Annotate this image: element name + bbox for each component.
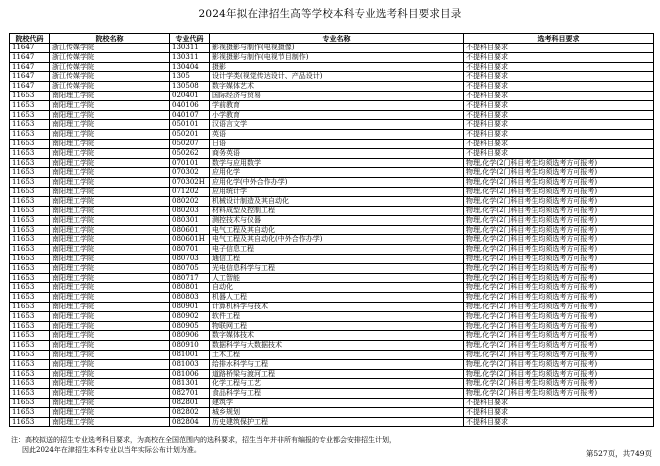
major-code-cell: 130508: [170, 81, 210, 91]
major-name-cell: 物联网工程: [210, 321, 464, 331]
subject-requirement-cell: 物理,化学(2门科目考生均须选考方可报考): [464, 331, 654, 341]
subject-requirement-cell: 物理,化学(2门科目考生均须选考方可报考): [464, 254, 654, 264]
major-code-cell: 080301: [170, 216, 210, 226]
table-row: [10, 91, 654, 101]
major-code-cell: 080703: [170, 254, 210, 264]
major-code-cell: 080705: [170, 264, 210, 274]
college-code-cell: 11653: [10, 216, 50, 226]
major-name-cell: 数字媒体艺术: [210, 81, 464, 91]
major-code-cell: 082802: [170, 408, 210, 418]
major-code-cell: 082701: [170, 388, 210, 398]
college-name-cell: 南阳理工学院: [50, 254, 170, 264]
major-name-cell: 汉语言文学: [210, 120, 464, 130]
subject-requirement-cell: 不提科目要求: [464, 101, 654, 111]
college-code-cell: 11653: [10, 350, 50, 360]
major-name-cell: 软件工程: [210, 312, 464, 322]
subject-requirement-cell: 不提科目要求: [464, 149, 654, 159]
college-code-cell: 11653: [10, 225, 50, 235]
major-code-cell: 080601H: [170, 235, 210, 245]
college-code-cell: 11653: [10, 388, 50, 398]
major-code-cell: 080717: [170, 273, 210, 283]
college-name-cell: 南阳理工学院: [50, 245, 170, 255]
major-code-header: 专业代码: [170, 34, 210, 44]
college-code-cell: 11653: [10, 360, 50, 370]
major-code-cell: 081301: [170, 379, 210, 389]
subject-requirement-cell: 不提科目要求: [464, 417, 654, 427]
major-name-cell: 国际经济与贸易: [210, 91, 464, 101]
major-name-cell: 自动化: [210, 283, 464, 293]
major-code-cell: 080203: [170, 206, 210, 216]
major-name-cell: 电气工程及其自动化: [210, 225, 464, 235]
college-code-cell: 11653: [10, 129, 50, 139]
college-name-header: 院校名称: [50, 34, 170, 44]
table-row: [10, 206, 654, 216]
subject-requirement-cell: 物理,化学(2门科目考生均须选考方可报考): [464, 206, 654, 216]
college-name-cell: 南阳理工学院: [50, 264, 170, 274]
college-code-cell: 11653: [10, 139, 50, 149]
college-name-cell: 南阳理工学院: [50, 398, 170, 408]
major-code-cell: 081001: [170, 350, 210, 360]
subject-requirement-cell: 物理,化学(2门科目考生均须选考方可报考): [464, 293, 654, 303]
college-code-cell: 11647: [10, 43, 50, 53]
college-name-cell: 南阳理工学院: [50, 293, 170, 303]
major-name-cell: 通信工程: [210, 254, 464, 264]
table-row: [10, 43, 654, 53]
college-name-cell: 南阳理工学院: [50, 149, 170, 159]
major-code-cell: 080801: [170, 283, 210, 293]
college-name-cell: 南阳理工学院: [50, 158, 170, 168]
table-row: [10, 341, 654, 351]
major-code-cell: 080901: [170, 302, 210, 312]
subject-requirement-cell: 不提科目要求: [464, 110, 654, 120]
table-row: [10, 369, 654, 379]
college-name-cell: 南阳理工学院: [50, 177, 170, 187]
table-row: [10, 53, 654, 63]
table-row: [10, 302, 654, 312]
college-code-header: 院校代码: [10, 34, 50, 44]
major-name-cell: 道路桥梁与渡河工程: [210, 369, 464, 379]
college-code-cell: 11653: [10, 312, 50, 322]
subject-requirement-cell: 物理,化学(2门科目考生均须选考方可报考): [464, 197, 654, 207]
subject-requirement-cell: 物理,化学(2门科目考生均须选考方可报考): [464, 273, 654, 283]
college-name-cell: 浙江传媒学院: [50, 81, 170, 91]
subject-requirement-cell: 不提科目要求: [464, 72, 654, 82]
major-code-cell: 070302: [170, 168, 210, 178]
subject-requirement-cell: 物理,化学(2门科目考生均须选考方可报考): [464, 350, 654, 360]
subject-requirement-cell: 物理,化学(2门科目考生均须选考方可报考): [464, 321, 654, 331]
table-row: [10, 216, 654, 226]
college-name-cell: 南阳理工学院: [50, 302, 170, 312]
college-code-cell: 11653: [10, 398, 50, 408]
table-row: [10, 293, 654, 303]
table-row: [10, 72, 654, 82]
subject-requirement-header: 选考科目要求: [464, 34, 654, 44]
major-code-cell: 020401: [170, 91, 210, 101]
page-counter: 第527页，共749页: [585, 449, 652, 458]
major-code-cell: 080906: [170, 331, 210, 341]
table-row: [10, 81, 654, 91]
college-code-cell: 11653: [10, 120, 50, 130]
college-code-cell: 11653: [10, 283, 50, 293]
college-code-cell: 11653: [10, 206, 50, 216]
major-name-cell: 材料成型及控制工程: [210, 206, 464, 216]
college-name-cell: 南阳理工学院: [50, 216, 170, 226]
college-code-cell: 11653: [10, 254, 50, 264]
table-row: [10, 129, 654, 139]
college-name-cell: 浙江传媒学院: [50, 62, 170, 72]
table-row: [10, 254, 654, 264]
major-name-cell: 应用化学(中外合作办学): [210, 177, 464, 187]
major-name-cell: 机械设计制造及其自动化: [210, 197, 464, 207]
college-name-cell: 南阳理工学院: [50, 321, 170, 331]
major-name-cell: 影视摄影与制作(电视节目制作): [210, 53, 464, 63]
college-name-cell: 南阳理工学院: [50, 197, 170, 207]
major-name-cell: 食品科学与工程: [210, 388, 464, 398]
college-name-cell: 南阳理工学院: [50, 206, 170, 216]
college-code-cell: 11653: [10, 245, 50, 255]
college-name-cell: 南阳理工学院: [50, 408, 170, 418]
subject-requirement-cell: 物理,化学(2门科目考生均须选考方可报考): [464, 312, 654, 322]
college-name-cell: 南阳理工学院: [50, 360, 170, 370]
table-row: [10, 350, 654, 360]
table-row: [10, 331, 654, 341]
college-name-cell: 南阳理工学院: [50, 379, 170, 389]
table-row: [10, 120, 654, 130]
college-code-cell: 11653: [10, 187, 50, 197]
table-row: [10, 197, 654, 207]
major-name-cell: 机器人工程: [210, 293, 464, 303]
table-row: [10, 110, 654, 120]
table-row: [10, 388, 654, 398]
table-row: [10, 149, 654, 159]
subject-requirement-cell: 不提科目要求: [464, 139, 654, 149]
table-row: [10, 312, 654, 322]
college-code-cell: 11653: [10, 341, 50, 351]
college-code-cell: 11653: [10, 177, 50, 187]
major-code-cell: 082804: [170, 417, 210, 427]
college-name-cell: 南阳理工学院: [50, 312, 170, 322]
college-name-cell: 南阳理工学院: [50, 168, 170, 178]
college-name-cell: 南阳理工学院: [50, 283, 170, 293]
major-name-cell: 数学与应用数学: [210, 158, 464, 168]
table-row: [10, 360, 654, 370]
table-row: [10, 158, 654, 168]
major-name-header: 专业名称: [210, 34, 464, 44]
table-row: [10, 264, 654, 274]
subject-requirement-cell: 不提科目要求: [464, 120, 654, 130]
table-row: [10, 321, 654, 331]
subject-requirement-cell: 物理,化学(2门科目考生均须选考方可报考): [464, 225, 654, 235]
college-name-cell: 浙江传媒学院: [50, 43, 170, 53]
table-row: [10, 187, 654, 197]
college-code-cell: 11653: [10, 302, 50, 312]
major-code-cell: 081003: [170, 360, 210, 370]
major-code-cell: 080701: [170, 245, 210, 255]
major-name-cell: 电气工程及其自动化(中外合作办学): [210, 235, 464, 245]
major-code-cell: 080202: [170, 197, 210, 207]
college-code-cell: 11653: [10, 417, 50, 427]
subject-requirement-cell: 不提科目要求: [464, 408, 654, 418]
table-row: [10, 273, 654, 283]
college-name-cell: 浙江传媒学院: [50, 72, 170, 82]
college-code-cell: 11653: [10, 379, 50, 389]
college-name-cell: 南阳理工学院: [50, 350, 170, 360]
major-code-cell: 082801: [170, 398, 210, 408]
college-name-cell: 南阳理工学院: [50, 187, 170, 197]
table-row: [10, 398, 654, 408]
college-name-cell: 南阳理工学院: [50, 129, 170, 139]
college-code-cell: 11653: [10, 158, 50, 168]
college-name-cell: 南阳理工学院: [50, 225, 170, 235]
college-code-cell: 11647: [10, 81, 50, 91]
subject-requirement-cell: 物理,化学(2门科目考生均须选考方可报考): [464, 341, 654, 351]
college-name-cell: 南阳理工学院: [50, 331, 170, 341]
major-code-cell: 130404: [170, 62, 210, 72]
major-name-cell: 应用统计学: [210, 187, 464, 197]
major-code-cell: 080905: [170, 321, 210, 331]
subject-requirement-cell: 物理,化学(2门科目考生均须选考方可报考): [464, 302, 654, 312]
college-name-cell: 南阳理工学院: [50, 341, 170, 351]
major-name-cell: 土木工程: [210, 350, 464, 360]
subject-requirement-cell: 物理,化学(2门科目考生均须选考方可报考): [464, 187, 654, 197]
subject-requirement-cell: 物理,化学(2门科目考生均须选考方可报考): [464, 235, 654, 245]
table-row: [10, 139, 654, 149]
table-row: [10, 101, 654, 111]
major-code-cell: 050262: [170, 149, 210, 159]
major-code-cell: 071202: [170, 187, 210, 197]
subject-requirement-cell: 不提科目要求: [464, 398, 654, 408]
subject-requirement-cell: 物理,化学(2门科目考生均须选考方可报考): [464, 388, 654, 398]
major-name-cell: 商务英语: [210, 149, 464, 159]
major-code-cell: 080803: [170, 293, 210, 303]
table-row: [10, 168, 654, 178]
college-code-cell: 11653: [10, 321, 50, 331]
table-row: [10, 417, 654, 427]
major-name-cell: 建筑学: [210, 398, 464, 408]
subject-requirement-cell: 不提科目要求: [464, 43, 654, 53]
major-name-cell: 摄影: [210, 62, 464, 72]
college-name-cell: 南阳理工学院: [50, 120, 170, 130]
college-code-cell: 11653: [10, 331, 50, 341]
college-code-cell: 11653: [10, 369, 50, 379]
college-name-cell: 浙江传媒学院: [50, 53, 170, 63]
subject-requirement-cell: 物理,化学(2门科目考生均须选考方可报考): [464, 245, 654, 255]
subject-requirement-cell: 不提科目要求: [464, 81, 654, 91]
major-code-cell: 070302H: [170, 177, 210, 187]
college-code-cell: 11647: [10, 53, 50, 63]
college-code-cell: 11653: [10, 110, 50, 120]
subject-requirement-cell: 物理,化学(2门科目考生均须选考方可报考): [464, 379, 654, 389]
table-row: [10, 62, 654, 72]
college-code-cell: 11653: [10, 293, 50, 303]
college-name-cell: 南阳理工学院: [50, 369, 170, 379]
major-code-cell: 050201: [170, 129, 210, 139]
subject-requirement-cell: 物理,化学(2门科目考生均须选考方可报考): [464, 283, 654, 293]
subject-requirements-table: [9, 33, 654, 427]
college-name-cell: 南阳理工学院: [50, 101, 170, 111]
major-name-cell: 小学教育: [210, 110, 464, 120]
college-name-cell: 南阳理工学院: [50, 110, 170, 120]
table-header-row: [10, 34, 654, 44]
subject-requirement-cell: 不提科目要求: [464, 129, 654, 139]
table-row: [10, 177, 654, 187]
table-row: [10, 245, 654, 255]
college-code-cell: 11653: [10, 197, 50, 207]
major-name-cell: 学前教育: [210, 101, 464, 111]
major-code-cell: 130311: [170, 43, 210, 53]
college-name-cell: 南阳理工学院: [50, 91, 170, 101]
subject-requirement-cell: 物理,化学(2门科目考生均须选考方可报考): [464, 177, 654, 187]
major-name-cell: 电子信息工程: [210, 245, 464, 255]
college-code-cell: 11653: [10, 91, 50, 101]
college-name-cell: 南阳理工学院: [50, 235, 170, 245]
major-name-cell: 历史建筑保护工程: [210, 417, 464, 427]
college-code-cell: 11647: [10, 62, 50, 72]
table-row: [10, 283, 654, 293]
college-name-cell: 南阳理工学院: [50, 273, 170, 283]
subject-requirement-cell: 物理,化学(2门科目考生均须选考方可报考): [464, 216, 654, 226]
major-code-cell: 050207: [170, 139, 210, 149]
major-name-cell: 应用化学: [210, 168, 464, 178]
college-code-cell: 11653: [10, 273, 50, 283]
major-name-cell: 化学工程与工艺: [210, 379, 464, 389]
subject-requirement-cell: 物理,化学(2门科目考生均须选考方可报考): [464, 369, 654, 379]
footnote-line-2: 因此2024年在津招生本科专业以当年实际公布计划为准。: [22, 446, 201, 454]
major-name-cell: 计算机科学与技术: [210, 302, 464, 312]
major-code-cell: 080910: [170, 341, 210, 351]
subject-requirement-cell: 物理,化学(2门科目考生均须选考方可报考): [464, 158, 654, 168]
table-row: [10, 235, 654, 245]
major-name-cell: 城乡规划: [210, 408, 464, 418]
major-name-cell: 英语: [210, 129, 464, 139]
subject-requirement-cell: 物理,化学(2门科目考生均须选考方可报考): [464, 168, 654, 178]
table-row: [10, 225, 654, 235]
major-name-cell: 数据科学与大数据技术: [210, 341, 464, 351]
college-code-cell: 11653: [10, 168, 50, 178]
major-name-cell: 测控技术与仪器: [210, 216, 464, 226]
college-code-cell: 11653: [10, 235, 50, 245]
college-code-cell: 11653: [10, 101, 50, 111]
subject-requirement-cell: 不提科目要求: [464, 62, 654, 72]
college-code-cell: 11653: [10, 149, 50, 159]
major-name-cell: 数字媒体技术: [210, 331, 464, 341]
college-code-cell: 11647: [10, 72, 50, 82]
subject-requirement-cell: 物理,化学(2门科目考生均须选考方可报考): [464, 360, 654, 370]
major-code-cell: 1305: [170, 72, 210, 82]
college-name-cell: 南阳理工学院: [50, 417, 170, 427]
footnote-line-1: 注：高校拟送的招生专业选考科目要求，为高校在全国范围内的选科要求，招生当年并非所有编报的专业都会安排招生计划，: [11, 436, 396, 444]
college-name-cell: 南阳理工学院: [50, 139, 170, 149]
college-code-cell: 11653: [10, 408, 50, 418]
major-code-cell: 040107: [170, 110, 210, 120]
major-code-cell: 070101: [170, 158, 210, 168]
subject-requirement-cell: 不提科目要求: [464, 53, 654, 63]
table-row: [10, 408, 654, 418]
college-name-cell: 南阳理工学院: [50, 388, 170, 398]
major-name-cell: 设计学类(视觉传达设计、产品设计): [210, 72, 464, 82]
major-name-cell: 日语: [210, 139, 464, 149]
major-code-cell: 050101: [170, 120, 210, 130]
major-code-cell: 130311: [170, 53, 210, 63]
table-body: [10, 43, 654, 427]
subject-requirement-cell: 物理,化学(2门科目考生均须选考方可报考): [464, 264, 654, 274]
major-name-cell: 影视摄影与制作(电视摄像): [210, 43, 464, 53]
major-name-cell: 给排水科学与工程: [210, 360, 464, 370]
subject-requirement-cell: 不提科目要求: [464, 91, 654, 101]
major-code-cell: 040106: [170, 101, 210, 111]
college-code-cell: 11653: [10, 264, 50, 274]
major-code-cell: 081006: [170, 369, 210, 379]
major-code-cell: 080601: [170, 225, 210, 235]
major-code-cell: 080902: [170, 312, 210, 322]
major-name-cell: 光电信息科学与工程: [210, 264, 464, 274]
major-name-cell: 人工智能: [210, 273, 464, 283]
page-title: 2024年拟在津招生高等学校本科专业选考科目要求目录: [198, 8, 462, 20]
table-row: [10, 379, 654, 389]
